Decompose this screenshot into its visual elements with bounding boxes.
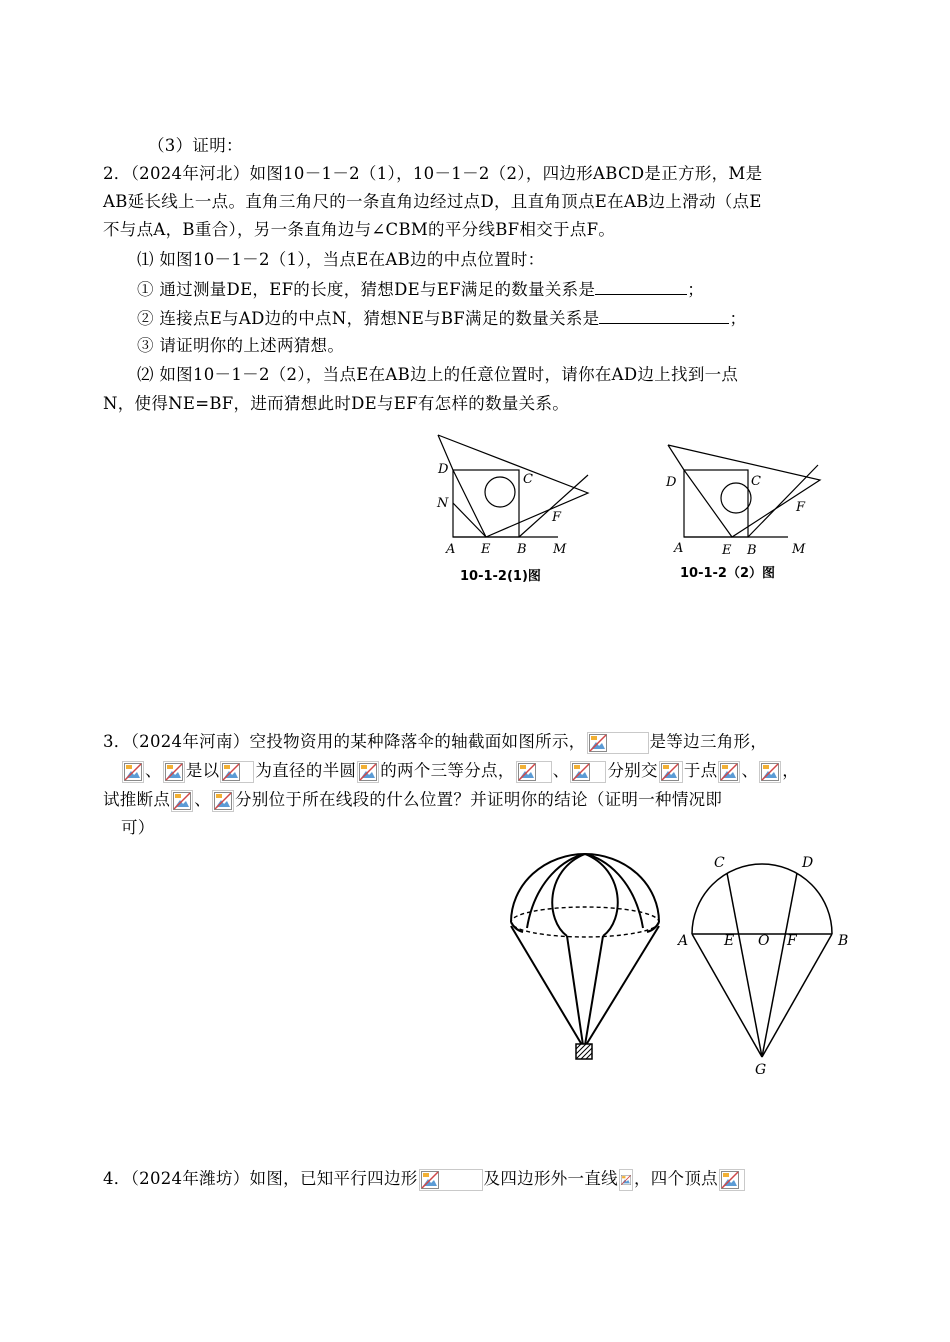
figure-10-1-2-2 — [660, 440, 830, 590]
fig2-label-E: E — [722, 543, 732, 558]
broken-image-icon — [587, 732, 649, 754]
fig2-label-D: D — [666, 475, 677, 490]
proof-label-3: （3）证明： — [148, 136, 243, 155]
fig1-label-M: M — [553, 542, 567, 557]
fig1-caption: 10-1-2(1)图 — [460, 569, 541, 584]
p3-sep-2: 、 — [552, 761, 570, 780]
fig2-caption: 10-1-2（2）图 — [680, 566, 776, 581]
problem3-line3 — [103, 789, 722, 812]
parachute-figure — [505, 850, 665, 1070]
fig2-label-M: M — [792, 542, 806, 557]
broken-image-icon — [718, 761, 740, 783]
p3-text-7: 于点 — [683, 761, 718, 780]
problem2-q2 — [137, 307, 746, 330]
broken-image-icon — [719, 1169, 745, 1191]
fig3-label-F: F — [787, 933, 797, 949]
problem3-line4: 可） — [121, 818, 155, 837]
p3-sep-5: 、 — [194, 790, 212, 809]
problem2-q3: ③ 请证明你的上述两猜想。 — [137, 336, 345, 355]
fig3-label-B: B — [838, 933, 849, 949]
fig1-label-A: A — [446, 542, 456, 557]
q1-end: ； — [687, 280, 705, 299]
fig3-label-D: D — [802, 855, 814, 871]
p3-text-3: 是以 — [185, 761, 220, 780]
p3-text-4: 为直径的半圆 — [255, 761, 357, 780]
broken-image-icon — [619, 1169, 633, 1191]
fig3-label-G: G — [755, 1062, 767, 1078]
problem2-q1 — [137, 278, 704, 301]
broken-image-icon — [516, 761, 552, 783]
p4-text-2: 及四边形外一直线 — [483, 1169, 618, 1188]
problem2-line1: 2．（2024年河北）如图10－1－2（1），10－1－2（2），四边形ABCD是正方形，M是 — [103, 164, 763, 183]
fig1-label-D: D — [438, 462, 449, 477]
problem3-line1 — [103, 731, 767, 754]
answer-blank-1[interactable] — [595, 278, 687, 295]
fig2-label-A: A — [674, 541, 684, 556]
fig3-label-O: O — [758, 933, 770, 949]
fig1-label-N: N — [437, 496, 449, 511]
problem3-line2 — [121, 760, 799, 783]
problem2-line3: 不与点A，B重合），另一条直角边与∠CBM的平分线BF相交于点F。 — [103, 220, 616, 239]
fig1-label-F: F — [552, 510, 562, 525]
broken-image-icon — [163, 761, 185, 783]
fig3-label-A: A — [678, 933, 689, 949]
problem4-line1 — [103, 1168, 746, 1191]
broken-image-icon — [357, 761, 379, 783]
problem2-part2-cont: N，使得NE=BF，进而猜想此时DE与EF有怎样的数量关系。 — [103, 394, 570, 413]
fig3-label-C: C — [714, 855, 725, 871]
problem2-part1: ⑴ 如图10－1－2（1），当点E在AB边的中点位置时： — [137, 250, 545, 269]
fig1-label-B: B — [517, 542, 527, 557]
fig2-label-B: B — [747, 543, 757, 558]
broken-image-icon — [419, 1169, 483, 1191]
q2-text: ② 连接点E与AD边的中点N，猜想NE与BF满足的数量关系是 — [137, 309, 600, 328]
q1-text: ① 通过测量DE，EF的长度，猜想DE与EF满足的数量关系是 — [137, 280, 596, 299]
fig1-label-E: E — [481, 542, 491, 557]
p3-text-8: 试推断点 — [103, 790, 171, 809]
q2-end: ； — [729, 309, 747, 328]
fig3-label-E: E — [724, 933, 735, 949]
p3-sep-1: 、 — [145, 761, 162, 780]
broken-image-icon — [759, 761, 781, 783]
broken-image-icon — [171, 790, 193, 812]
p3-sep-3: 、 — [741, 761, 759, 780]
p3-sep-4: ， — [782, 761, 800, 780]
p4-text-1: 4．（2024年潍坊）如图，已知平行四边形 — [103, 1169, 418, 1188]
p3-text-9: 分别位于所在线段的什么位置？并证明你的结论（证明一种情况即 — [235, 790, 723, 809]
fig2-label-C: C — [751, 474, 761, 489]
problem2-line2: AB延长线上一点。直角三角尺的一条直角边经过点D，且直角顶点E在AB边上滑动（点E — [103, 192, 762, 211]
p3-text-6: 分别交 — [607, 761, 658, 780]
broken-image-icon — [122, 761, 144, 783]
p3-text-1: 3．（2024年河南）空投物资用的某种降落伞的轴截面如图所示， — [103, 732, 586, 751]
broken-image-icon — [212, 790, 234, 812]
broken-image-icon — [659, 761, 683, 783]
p3-text-2: 是等边三角形， — [649, 732, 768, 751]
fig1-label-C: C — [523, 472, 533, 487]
semicircle-figure — [676, 850, 856, 1080]
p3-text-5: 的两个三等分点， — [380, 761, 515, 780]
broken-image-icon — [570, 761, 606, 783]
broken-image-icon — [220, 761, 254, 783]
answer-blank-2[interactable] — [599, 307, 729, 324]
problem2-part2: ⑵ 如图10－1－2（2），当点E在AB边上的任意位置时，请你在AD边上找到一点 — [137, 365, 739, 384]
fig2-label-F: F — [796, 500, 806, 515]
figure-10-1-2-1 — [430, 430, 600, 590]
p4-text-3: ，四个顶点 — [633, 1169, 718, 1188]
